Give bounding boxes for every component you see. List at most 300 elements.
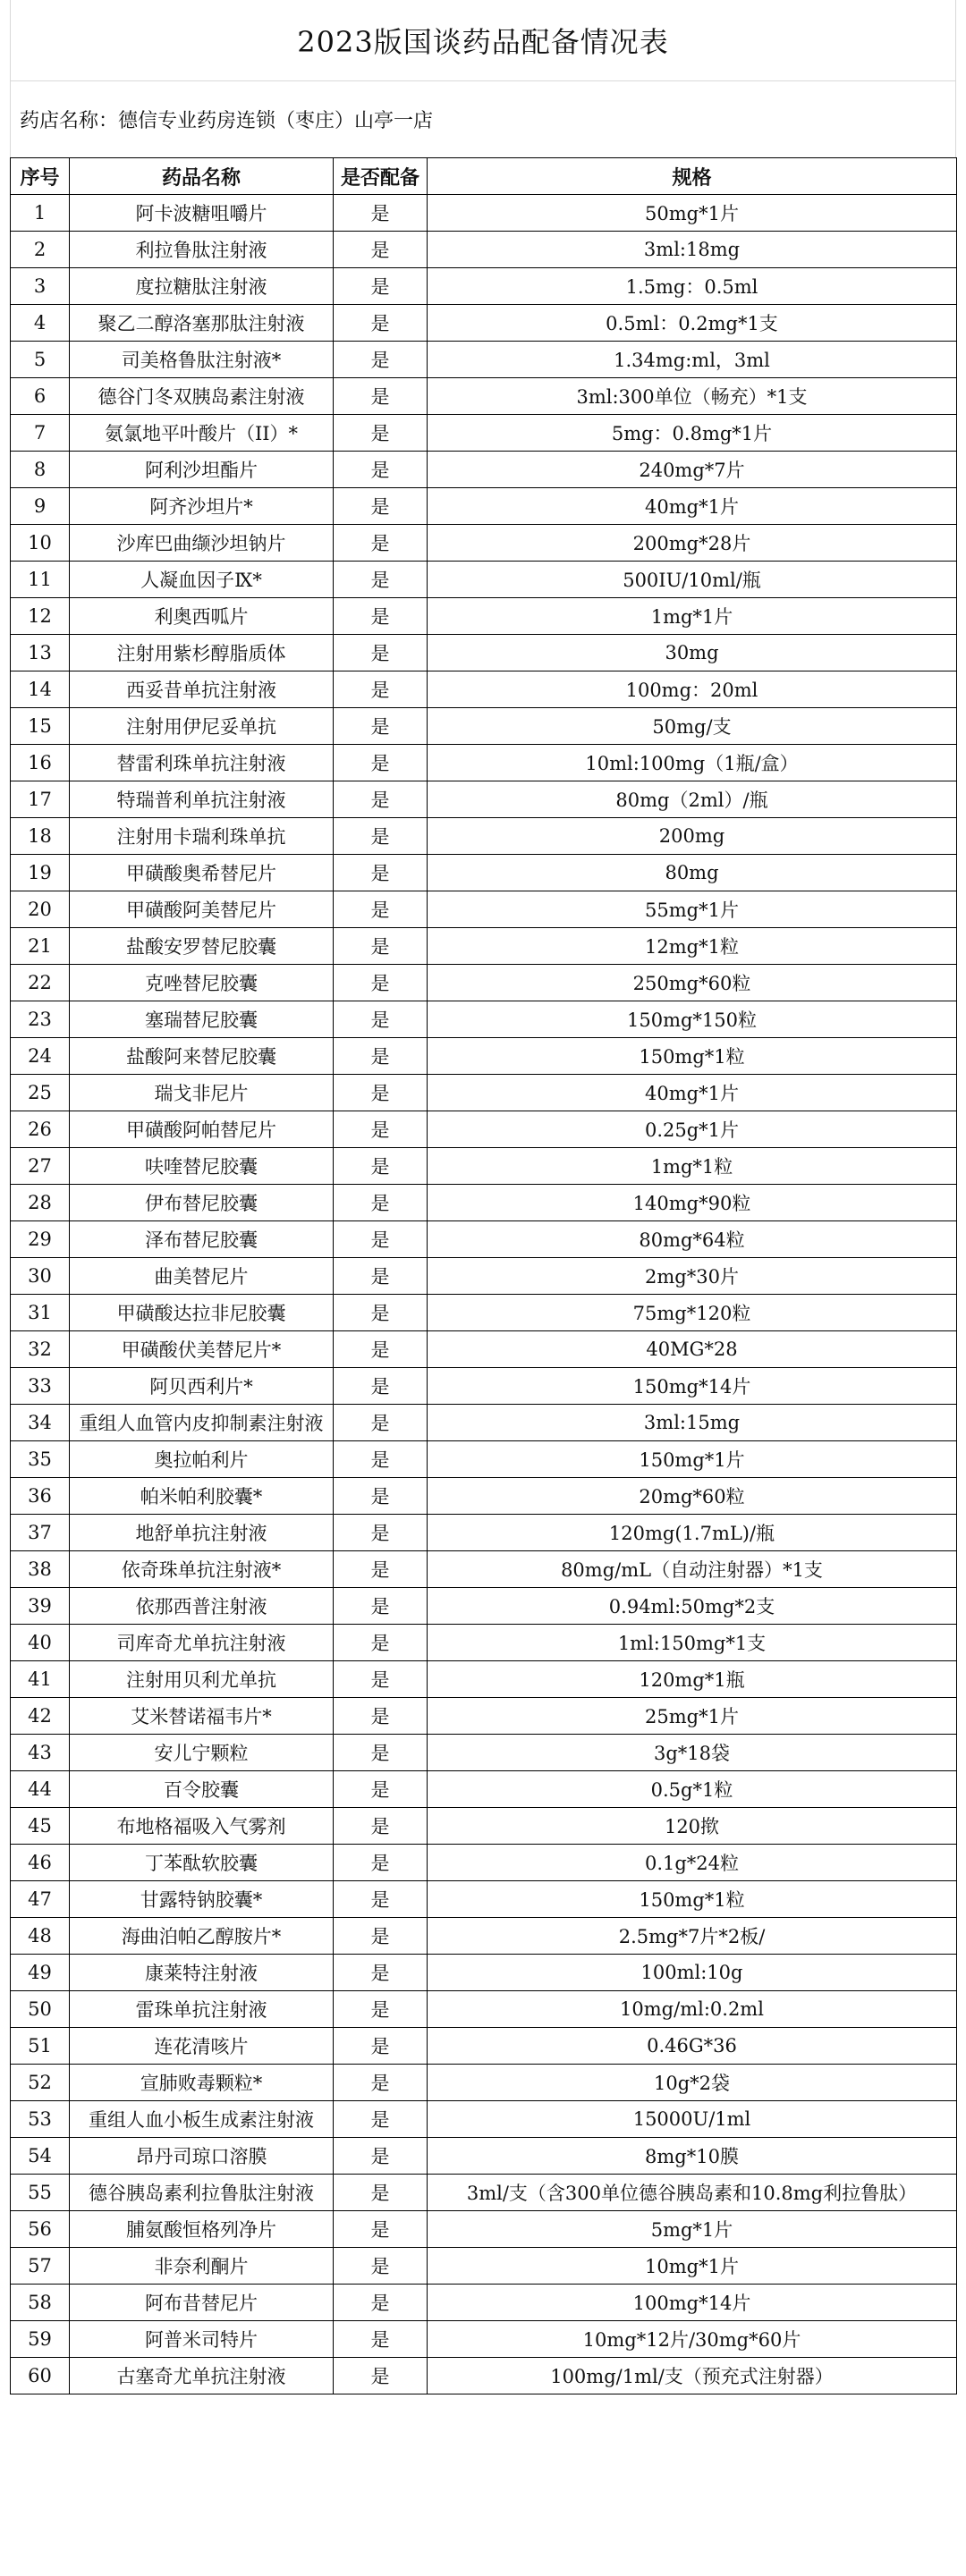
cell-no: 31 <box>11 1295 70 1331</box>
table-row <box>11 1845 957 1881</box>
cell-spec: 150mg*1粒 <box>428 1881 957 1918</box>
cell-spec: 40mg*1片 <box>428 488 957 525</box>
cell-spec: 500IU/10ml/瓶 <box>428 562 957 598</box>
cell-drug-name: 度拉糖肽注射液 <box>70 268 334 305</box>
table-row <box>11 1478 957 1515</box>
table-row <box>11 1185 957 1221</box>
cell-no: 18 <box>11 818 70 855</box>
cell-drug-name: 百令胶囊 <box>70 1771 334 1808</box>
table-row <box>11 928 957 965</box>
cell-drug-name: 氨氯地平叶酸片（II）* <box>70 415 334 452</box>
cell-spec: 5mg：0.8mg*1片 <box>428 415 957 452</box>
table-row <box>11 1258 957 1295</box>
table-row <box>11 1771 957 1808</box>
table-row <box>11 378 957 415</box>
cell-drug-name: 利拉鲁肽注射液 <box>70 232 334 268</box>
cell-stocked: 是 <box>334 1991 428 2028</box>
cell-drug-name: 注射用紫杉醇脂质体 <box>70 635 334 671</box>
cell-stocked: 是 <box>334 1295 428 1331</box>
cell-stocked: 是 <box>334 342 428 378</box>
cell-spec: 120揿 <box>428 1808 957 1845</box>
cell-spec: 0.25g*1片 <box>428 1111 957 1148</box>
cell-drug-name: 克唑替尼胶囊 <box>70 965 334 1001</box>
cell-no: 29 <box>11 1221 70 1258</box>
table-row <box>11 1441 957 1478</box>
cell-drug-name: 艾米替诺福韦片* <box>70 1698 334 1735</box>
cell-drug-name: 人凝血因子Ⅸ* <box>70 562 334 598</box>
cell-spec: 0.46G*36 <box>428 2028 957 2065</box>
table-row <box>11 1955 957 1991</box>
table-row <box>11 2138 957 2175</box>
cell-no: 55 <box>11 2175 70 2211</box>
cell-no: 39 <box>11 1588 70 1625</box>
cell-drug-name: 伊布替尼胶囊 <box>70 1185 334 1221</box>
cell-no: 8 <box>11 452 70 488</box>
cell-spec: 1.34mg:ml，3ml <box>428 342 957 378</box>
cell-no: 9 <box>11 488 70 525</box>
cell-stocked: 是 <box>334 1111 428 1148</box>
table-row <box>11 2285 957 2321</box>
cell-drug-name: 阿利沙坦酯片 <box>70 452 334 488</box>
cell-stocked: 是 <box>334 1368 428 1405</box>
cell-no: 41 <box>11 1661 70 1698</box>
cell-spec: 200mg <box>428 818 957 855</box>
cell-no: 2 <box>11 232 70 268</box>
table-row <box>11 232 957 268</box>
cell-spec: 12mg*1粒 <box>428 928 957 965</box>
cell-no: 54 <box>11 2138 70 2175</box>
cell-drug-name: 海曲泊帕乙醇胺片* <box>70 1918 334 1955</box>
table-row <box>11 2211 957 2248</box>
table-row <box>11 2321 957 2358</box>
cell-stocked: 是 <box>334 2211 428 2248</box>
cell-stocked: 是 <box>334 1221 428 1258</box>
cell-no: 53 <box>11 2101 70 2138</box>
cell-no: 23 <box>11 1001 70 1038</box>
cell-drug-name: 阿布昔替尼片 <box>70 2285 334 2321</box>
cell-no: 44 <box>11 1771 70 1808</box>
cell-spec: 30mg <box>428 635 957 671</box>
cell-stocked: 是 <box>334 1441 428 1478</box>
table-body <box>11 195 957 2394</box>
cell-drug-name: 甲磺酸达拉非尼胶囊 <box>70 1295 334 1331</box>
cell-stocked: 是 <box>334 745 428 781</box>
cell-drug-name: 甘露特钠胶囊* <box>70 1881 334 1918</box>
cell-spec: 10mg*1片 <box>428 2248 957 2285</box>
cell-spec: 1ml:150mg*1支 <box>428 1625 957 1661</box>
cell-no: 32 <box>11 1331 70 1368</box>
sheet-title: 2023版国谈药品配备情况表 <box>10 0 956 80</box>
cell-stocked: 是 <box>334 1625 428 1661</box>
cell-no: 47 <box>11 1881 70 1918</box>
cell-no: 36 <box>11 1478 70 1515</box>
cell-no: 48 <box>11 1918 70 1955</box>
cell-drug-name: 注射用贝利尤单抗 <box>70 1661 334 1698</box>
table-row <box>11 1515 957 1551</box>
cell-spec: 240mg*7片 <box>428 452 957 488</box>
table-row <box>11 598 957 635</box>
cell-drug-name: 替雷利珠单抗注射液 <box>70 745 334 781</box>
cell-spec: 1mg*1片 <box>428 598 957 635</box>
cell-stocked: 是 <box>334 1001 428 1038</box>
cell-stocked: 是 <box>334 305 428 342</box>
cell-drug-name: 连花清咳片 <box>70 2028 334 2065</box>
cell-spec: 80mg <box>428 855 957 891</box>
cell-spec: 100ml:10g <box>428 1955 957 1991</box>
cell-spec: 0.5ml：0.2mg*1支 <box>428 305 957 342</box>
table-row <box>11 2028 957 2065</box>
cell-drug-name: 依奇珠单抗注射液* <box>70 1551 334 1588</box>
table-row <box>11 305 957 342</box>
cell-no: 10 <box>11 525 70 562</box>
cell-no: 43 <box>11 1735 70 1771</box>
cell-drug-name: 甲磺酸伏美替尼片* <box>70 1331 334 1368</box>
cell-stocked: 是 <box>334 1698 428 1735</box>
cell-spec: 50mg*1片 <box>428 195 957 232</box>
cell-stocked: 是 <box>334 1258 428 1295</box>
cell-stocked: 是 <box>334 1148 428 1185</box>
cell-no: 12 <box>11 598 70 635</box>
cell-spec: 200mg*28片 <box>428 525 957 562</box>
cell-stocked: 是 <box>334 1771 428 1808</box>
table-row <box>11 1625 957 1661</box>
cell-stocked: 是 <box>334 2138 428 2175</box>
cell-spec: 100mg*14片 <box>428 2285 957 2321</box>
cell-drug-name: 布地格福吸入气雾剂 <box>70 1808 334 1845</box>
cell-spec: 120mg*1瓶 <box>428 1661 957 1698</box>
cell-spec: 8mg*10膜 <box>428 2138 957 2175</box>
cell-spec: 10ml:100mg（1瓶/盒） <box>428 745 957 781</box>
cell-stocked: 是 <box>334 818 428 855</box>
cell-stocked: 是 <box>334 195 428 232</box>
cell-stocked: 是 <box>334 781 428 818</box>
cell-no: 6 <box>11 378 70 415</box>
cell-spec: 100mg：20ml <box>428 671 957 708</box>
table-row <box>11 1735 957 1771</box>
table-row <box>11 342 957 378</box>
cell-drug-name: 利奥西呱片 <box>70 598 334 635</box>
cell-no: 45 <box>11 1808 70 1845</box>
cell-spec: 40mg*1片 <box>428 1075 957 1111</box>
cell-no: 59 <box>11 2321 70 2358</box>
header-name: 药品名称 <box>70 158 334 195</box>
cell-drug-name: 德谷门冬双胰岛素注射液 <box>70 378 334 415</box>
cell-drug-name: 沙库巴曲缬沙坦钠片 <box>70 525 334 562</box>
table-row <box>11 965 957 1001</box>
drug-table <box>10 157 957 2394</box>
cell-drug-name: 雷珠单抗注射液 <box>70 1991 334 2028</box>
cell-drug-name: 奥拉帕利片 <box>70 1441 334 1478</box>
cell-no: 25 <box>11 1075 70 1111</box>
cell-spec: 10g*2袋 <box>428 2065 957 2101</box>
table-row <box>11 268 957 305</box>
cell-spec: 80mg/mL（自动注射器）*1支 <box>428 1551 957 1588</box>
cell-no: 38 <box>11 1551 70 1588</box>
cell-no: 5 <box>11 342 70 378</box>
cell-no: 24 <box>11 1038 70 1075</box>
cell-no: 1 <box>11 195 70 232</box>
table-row <box>11 1148 957 1185</box>
cell-stocked: 是 <box>334 2101 428 2138</box>
table-row <box>11 891 957 928</box>
cell-spec: 150mg*150粒 <box>428 1001 957 1038</box>
cell-stocked: 是 <box>334 1478 428 1515</box>
cell-drug-name: 昂丹司琼口溶膜 <box>70 2138 334 2175</box>
cell-spec: 3ml:18mg <box>428 232 957 268</box>
table-row <box>11 671 957 708</box>
cell-drug-name: 重组人血管内皮抑制素注射液 <box>70 1405 334 1441</box>
cell-spec: 3ml/支（含300单位德谷胰岛素和10.8mg利拉鲁肽） <box>428 2175 957 2211</box>
cell-stocked: 是 <box>334 1845 428 1881</box>
cell-no: 13 <box>11 635 70 671</box>
table-row <box>11 2358 957 2394</box>
table-row <box>11 488 957 525</box>
cell-no: 15 <box>11 708 70 745</box>
cell-no: 28 <box>11 1185 70 1221</box>
cell-stocked: 是 <box>334 1331 428 1368</box>
table-row <box>11 1368 957 1405</box>
table-row <box>11 1698 957 1735</box>
table-row <box>11 818 957 855</box>
cell-stocked: 是 <box>334 1918 428 1955</box>
cell-no: 21 <box>11 928 70 965</box>
table-row <box>11 1075 957 1111</box>
cell-spec: 2.5mg*7片*2板/ <box>428 1918 957 1955</box>
table-row <box>11 1038 957 1075</box>
cell-no: 14 <box>11 671 70 708</box>
cell-stocked: 是 <box>334 2285 428 2321</box>
cell-stocked: 是 <box>334 1551 428 1588</box>
cell-no: 3 <box>11 268 70 305</box>
cell-drug-name: 阿贝西利片* <box>70 1368 334 1405</box>
cell-stocked: 是 <box>334 2028 428 2065</box>
table-row <box>11 1588 957 1625</box>
cell-drug-name: 甲磺酸阿美替尼片 <box>70 891 334 928</box>
cell-drug-name: 阿齐沙坦片* <box>70 488 334 525</box>
cell-spec: 2mg*30片 <box>428 1258 957 1295</box>
cell-drug-name: 丁苯酞软胶囊 <box>70 1845 334 1881</box>
cell-spec: 1mg*1粒 <box>428 1148 957 1185</box>
header-no: 序号 <box>11 158 70 195</box>
cell-stocked: 是 <box>334 635 428 671</box>
cell-spec: 20mg*60粒 <box>428 1478 957 1515</box>
cell-no: 40 <box>11 1625 70 1661</box>
table-row <box>11 1661 957 1698</box>
table-row <box>11 2248 957 2285</box>
cell-spec: 0.1g*24粒 <box>428 1845 957 1881</box>
table-row <box>11 635 957 671</box>
cell-stocked: 是 <box>334 415 428 452</box>
cell-stocked: 是 <box>334 708 428 745</box>
cell-no: 4 <box>11 305 70 342</box>
table-row <box>11 1918 957 1955</box>
cell-spec: 5mg*1片 <box>428 2211 957 2248</box>
cell-stocked: 是 <box>334 2175 428 2211</box>
cell-stocked: 是 <box>334 525 428 562</box>
cell-drug-name: 司库奇尤单抗注射液 <box>70 1625 334 1661</box>
cell-drug-name: 曲美替尼片 <box>70 1258 334 1295</box>
cell-spec: 250mg*60粒 <box>428 965 957 1001</box>
header-spec: 规格 <box>428 158 957 195</box>
cell-no: 58 <box>11 2285 70 2321</box>
cell-stocked: 是 <box>334 1405 428 1441</box>
table-row <box>11 1551 957 1588</box>
cell-stocked: 是 <box>334 2321 428 2358</box>
cell-stocked: 是 <box>334 1735 428 1771</box>
cell-stocked: 是 <box>334 1185 428 1221</box>
cell-no: 26 <box>11 1111 70 1148</box>
cell-drug-name: 司美格鲁肽注射液* <box>70 342 334 378</box>
cell-stocked: 是 <box>334 1661 428 1698</box>
cell-no: 51 <box>11 2028 70 2065</box>
cell-drug-name: 盐酸阿来替尼胶囊 <box>70 1038 334 1075</box>
cell-drug-name: 宣肺败毒颗粒* <box>70 2065 334 2101</box>
table-row <box>11 745 957 781</box>
cell-spec: 120mg(1.7mL)/瓶 <box>428 1515 957 1551</box>
cell-spec: 3g*18袋 <box>428 1735 957 1771</box>
cell-no: 56 <box>11 2211 70 2248</box>
table-row <box>11 1881 957 1918</box>
cell-stocked: 是 <box>334 1881 428 1918</box>
cell-no: 49 <box>11 1955 70 1991</box>
cell-no: 27 <box>11 1148 70 1185</box>
cell-drug-name: 重组人血小板生成素注射液 <box>70 2101 334 2138</box>
cell-drug-name: 甲磺酸阿帕替尼片 <box>70 1111 334 1148</box>
table-row <box>11 781 957 818</box>
cell-stocked: 是 <box>334 2065 428 2101</box>
cell-stocked: 是 <box>334 928 428 965</box>
cell-spec: 50mg/支 <box>428 708 957 745</box>
table-row <box>11 195 957 232</box>
cell-stocked: 是 <box>334 268 428 305</box>
table-row <box>11 1221 957 1258</box>
cell-no: 20 <box>11 891 70 928</box>
cell-no: 35 <box>11 1441 70 1478</box>
cell-drug-name: 注射用伊尼妥单抗 <box>70 708 334 745</box>
cell-drug-name: 盐酸安罗替尼胶囊 <box>70 928 334 965</box>
table-row <box>11 525 957 562</box>
cell-spec: 25mg*1片 <box>428 1698 957 1735</box>
cell-drug-name: 康莱特注射液 <box>70 1955 334 1991</box>
cell-drug-name: 依那西普注射液 <box>70 1588 334 1625</box>
cell-drug-name: 注射用卡瑞利珠单抗 <box>70 818 334 855</box>
cell-drug-name: 泽布替尼胶囊 <box>70 1221 334 1258</box>
cell-drug-name: 呋喹替尼胶囊 <box>70 1148 334 1185</box>
cell-no: 46 <box>11 1845 70 1881</box>
cell-drug-name: 甲磺酸奥希替尼片 <box>70 855 334 891</box>
header-stocked: 是否配备 <box>334 158 428 195</box>
cell-no: 37 <box>11 1515 70 1551</box>
cell-stocked: 是 <box>334 232 428 268</box>
table-row <box>11 1295 957 1331</box>
table-row <box>11 1405 957 1441</box>
cell-stocked: 是 <box>334 1588 428 1625</box>
cell-spec: 150mg*1片 <box>428 1441 957 1478</box>
cell-stocked: 是 <box>334 891 428 928</box>
cell-no: 7 <box>11 415 70 452</box>
cell-drug-name: 特瑞普利单抗注射液 <box>70 781 334 818</box>
cell-stocked: 是 <box>334 1075 428 1111</box>
cell-no: 34 <box>11 1405 70 1441</box>
cell-no: 50 <box>11 1991 70 2028</box>
store-name: 药店名称：德信专业药房连锁（枣庄）山亭一店 <box>10 80 956 157</box>
table-row <box>11 2101 957 2138</box>
cell-spec: 150mg*1粒 <box>428 1038 957 1075</box>
cell-spec: 150mg*14片 <box>428 1368 957 1405</box>
table-row <box>11 452 957 488</box>
table-row <box>11 708 957 745</box>
cell-no: 19 <box>11 855 70 891</box>
cell-no: 22 <box>11 965 70 1001</box>
spreadsheet <box>10 0 956 2576</box>
table-row <box>11 415 957 452</box>
table-row <box>11 2065 957 2101</box>
cell-drug-name: 阿卡波糖咀嚼片 <box>70 195 334 232</box>
cell-stocked: 是 <box>334 488 428 525</box>
table-row <box>11 1331 957 1368</box>
cell-stocked: 是 <box>334 1955 428 1991</box>
cell-no: 11 <box>11 562 70 598</box>
cell-stocked: 是 <box>334 671 428 708</box>
cell-no: 57 <box>11 2248 70 2285</box>
cell-drug-name: 帕米帕利胶囊* <box>70 1478 334 1515</box>
cell-spec: 0.94ml:50mg*2支 <box>428 1588 957 1625</box>
cell-stocked: 是 <box>334 452 428 488</box>
cell-no: 33 <box>11 1368 70 1405</box>
cell-spec: 0.5g*1粒 <box>428 1771 957 1808</box>
cell-no: 52 <box>11 2065 70 2101</box>
cell-no: 16 <box>11 745 70 781</box>
cell-spec: 80mg*64粒 <box>428 1221 957 1258</box>
cell-spec: 10mg*12片/30mg*60片 <box>428 2321 957 2358</box>
cell-spec: 15000U/1ml <box>428 2101 957 2138</box>
table-row <box>11 1991 957 2028</box>
cell-stocked: 是 <box>334 855 428 891</box>
cell-stocked: 是 <box>334 562 428 598</box>
cell-spec: 1.5mg：0.5ml <box>428 268 957 305</box>
cell-drug-name: 瑞戈非尼片 <box>70 1075 334 1111</box>
table-row <box>11 2175 957 2211</box>
cell-drug-name: 塞瑞替尼胶囊 <box>70 1001 334 1038</box>
header-row <box>11 158 957 195</box>
cell-no: 42 <box>11 1698 70 1735</box>
cell-stocked: 是 <box>334 598 428 635</box>
cell-no: 30 <box>11 1258 70 1295</box>
cell-drug-name: 古塞奇尤单抗注射液 <box>70 2358 334 2394</box>
cell-spec: 3ml:15mg <box>428 1405 957 1441</box>
cell-drug-name: 地舒单抗注射液 <box>70 1515 334 1551</box>
cell-stocked: 是 <box>334 1515 428 1551</box>
cell-drug-name: 安儿宁颗粒 <box>70 1735 334 1771</box>
table-row <box>11 1808 957 1845</box>
cell-drug-name: 德谷胰岛素利拉鲁肽注射液 <box>70 2175 334 2211</box>
cell-drug-name: 西妥昔单抗注射液 <box>70 671 334 708</box>
cell-drug-name: 非奈利酮片 <box>70 2248 334 2285</box>
cell-spec: 55mg*1片 <box>428 891 957 928</box>
cell-no: 60 <box>11 2358 70 2394</box>
cell-drug-name: 聚乙二醇洛塞那肽注射液 <box>70 305 334 342</box>
cell-stocked: 是 <box>334 378 428 415</box>
cell-stocked: 是 <box>334 2248 428 2285</box>
cell-drug-name: 阿普米司特片 <box>70 2321 334 2358</box>
cell-spec: 10mg/ml:0.2ml <box>428 1991 957 2028</box>
cell-stocked: 是 <box>334 1808 428 1845</box>
table-row <box>11 1111 957 1148</box>
cell-spec: 75mg*120粒 <box>428 1295 957 1331</box>
table-row <box>11 1001 957 1038</box>
cell-stocked: 是 <box>334 2358 428 2394</box>
table-row <box>11 562 957 598</box>
